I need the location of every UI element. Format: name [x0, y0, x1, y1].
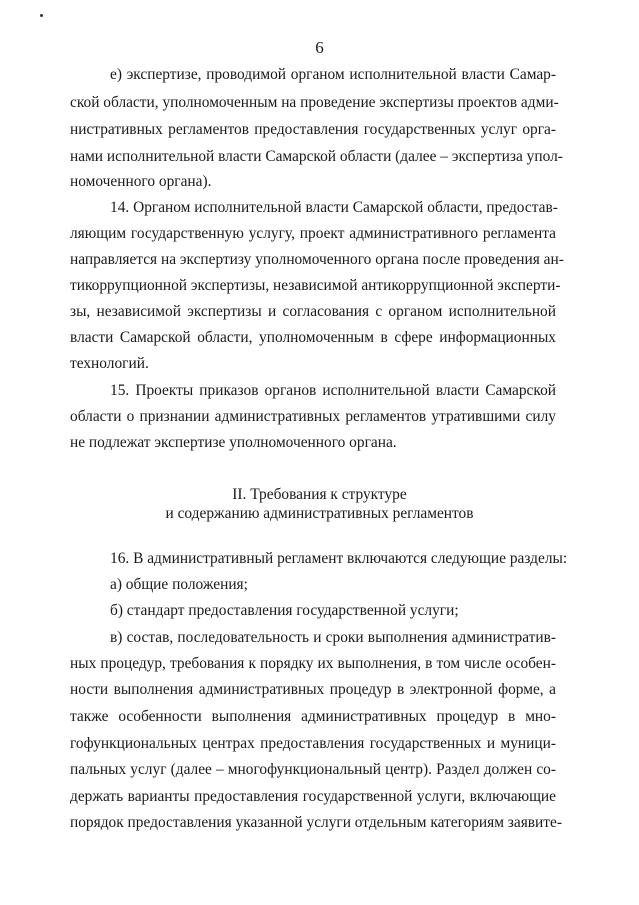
paragraph-line: ской области, уполномоченным на проведение экспертизы проектов адми- [70, 94, 559, 111]
paragraph-line: номоченного органа). [70, 173, 212, 190]
paragraph-line: е) экспертизе, проводимой органом исполнительной власти Самар- [110, 66, 556, 83]
paragraph-line: нистративных регламентов предоставления государственных услуг орга- [70, 121, 556, 138]
paragraph-line: ности выполнения административных процедур в электронной форме, а [70, 681, 556, 698]
paragraph-line: 14. Органом исполнительной власти Самарской области, предостав- [110, 199, 558, 216]
section-heading: II. Требования к структуре [232, 486, 407, 503]
paragraph-line: 15. Проекты приказов органов исполнительной власти Самарской [110, 382, 556, 399]
paragraph-line: власти Самарской области, уполномоченным в сфере информационных [70, 329, 556, 346]
page-number: 6 [315, 38, 324, 57]
paragraph-line: тикоррупционной экспертизы, независимой антикоррупционной эксперти- [70, 277, 561, 294]
paragraph-line: ляющим государственную услугу, проект административного регламента [70, 225, 556, 242]
paragraph-line: гофункциональных центрах предоставления государственных и муници- [70, 735, 556, 752]
paragraph-line: направляется на экспертизу уполномоченного органа после проведения ан- [70, 251, 564, 268]
paragraph-line: 16. В административный регламент включаются следующие разделы: [110, 550, 568, 567]
paragraph-line: технологий. [70, 355, 149, 372]
list-item: б) стандарт предоставления государственной услуги; [110, 602, 459, 619]
paragraph-line: также особенности выполнения административных процедур в мно- [70, 708, 556, 725]
paragraph-line: пальных услуг (далее – многофункциональный центр). Раздел должен со- [70, 761, 556, 778]
scan-speck [40, 14, 43, 17]
paragraph-line: ных процедур, требования к порядку их выполнения, в том числе особен- [70, 655, 556, 672]
paragraph-line: нами исполнительной власти Самарской области (далее – экспертиза упол- [70, 148, 563, 165]
paragraph-line: держать варианты предоставления государственной услуги, включающие [70, 788, 556, 805]
paragraph-line: не подлежат экспертизе уполномоченного органа. [70, 434, 397, 451]
paragraph-line: порядок предоставления указанной услуги отдельным категориям заявите- [70, 814, 562, 831]
section-heading: и содержанию административных регламентов [165, 505, 474, 522]
paragraph-line: в) состав, последовательность и сроки выполнения административ- [110, 629, 556, 646]
paragraph-line: зы, независимой экспертизы и согласования с органом исполнительной [70, 303, 556, 320]
list-item: а) общие положения; [110, 576, 248, 593]
paragraph-line: области о признании административных регламентов утратившими силу [70, 408, 556, 425]
